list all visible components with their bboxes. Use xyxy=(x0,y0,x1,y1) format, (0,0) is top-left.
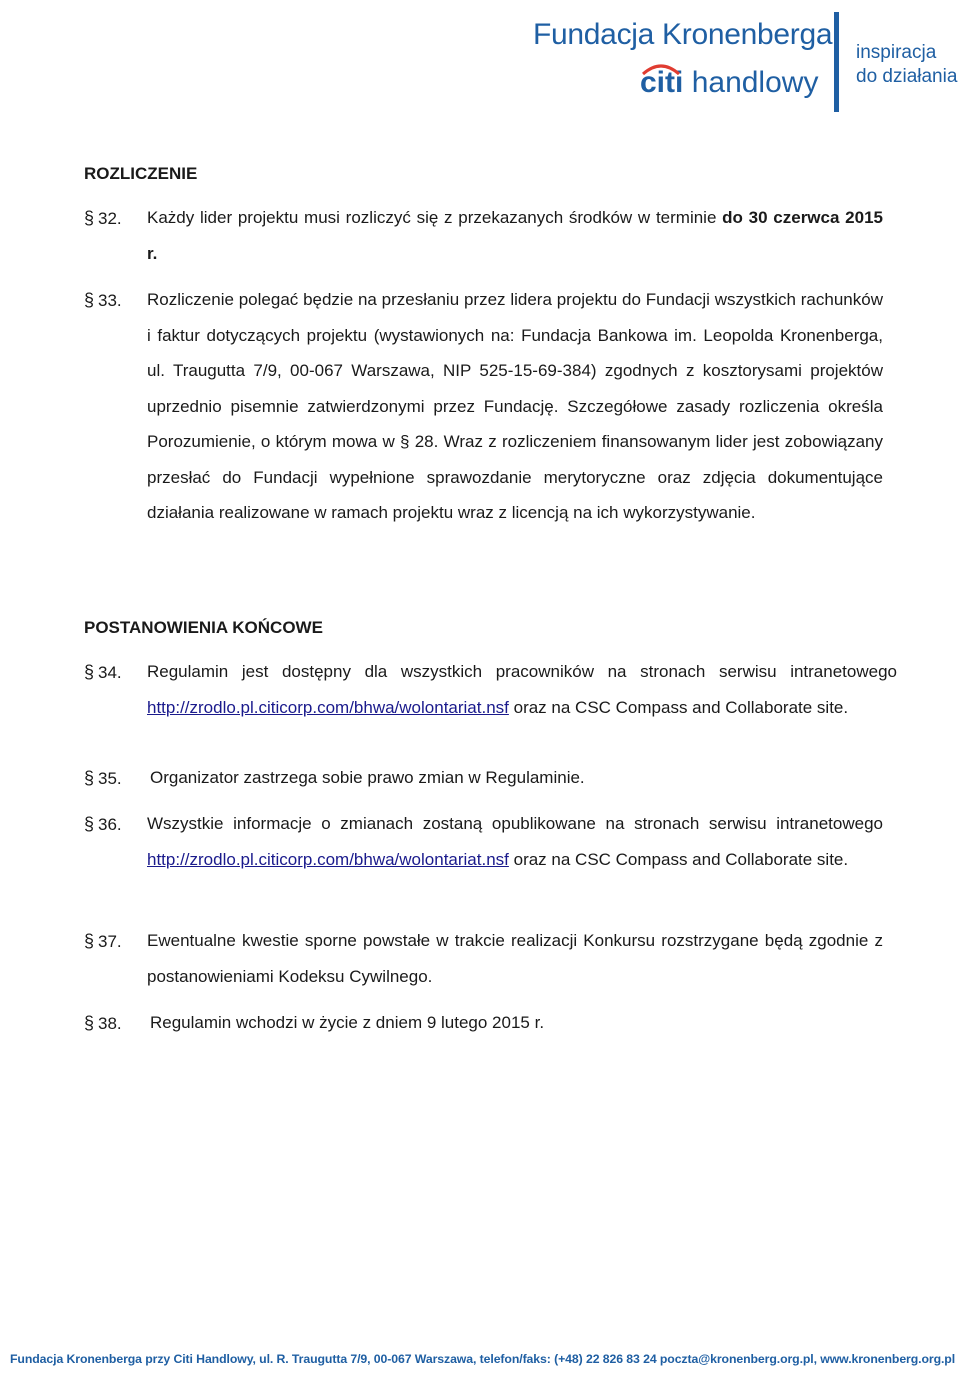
logo-tagline-2: do działania xyxy=(856,66,958,87)
paragraph-text: Organizator zastrzega sobie prawo zmian w Regulaminie. xyxy=(150,768,585,787)
paragraph-text: Rozliczenie polegać będzie na przesłaniu przez lidera projektu do Fundacji wszystkich rachunków i faktur dotyczących projektu (wystawionych na: Fundacja Bankowa im. Leopolda Kronenberga, ul. Traugutta 7/9, 00-067 Warszawa, NIP 525-15-69-384) zgodnych z kosztorysami projektów uprzednio pisemnie zatwierdzonymi przez Fundację. Szczegółowe zasady rozliczenia określa Porozumienie, o którym mowa w § 28. Wraz z rozliczeniem finansowanym lider jest zobowiązany przesłać do Fundacji wypełnione sprawozdanie merytoryczne oraz zdjęcia dokumentujące działania realizowane w ramach projektu wraz z licencją na ich wykorzystywanie. xyxy=(147,290,883,522)
paragraph-number: § 34. xyxy=(84,662,122,682)
logo-handlowy: handlowy xyxy=(683,66,819,99)
section-symbol: § xyxy=(84,290,95,310)
paragraph-text: Regulamin jest dostępny dla wszystkich pracowników na stronach serwisu intranetowego http://zrodlo.pl.citicorp.com/bhwa/wolontariat.nsf oraz na CSC Compass and Collaborate site. xyxy=(147,662,897,717)
paragraph-text: Każdy lider projektu musi rozliczyć się z przekazanych środków w terminie do 30 czerwca 2015 r. xyxy=(147,208,883,263)
paragraph-number: § 32. xyxy=(84,208,122,228)
section-symbol: § xyxy=(84,768,95,788)
citi-arc-icon xyxy=(641,62,681,76)
intranet-link[interactable]: http://zrodlo.pl.citicorp.com/bhwa/wolontariat.nsf xyxy=(147,849,509,869)
paragraph-number: § 36. xyxy=(84,814,122,834)
section-symbol: § xyxy=(84,662,95,682)
section-heading-rozliczenie: ROZLICZENIE xyxy=(84,164,198,183)
paragraph-number: § 33. xyxy=(84,290,122,310)
intranet-link[interactable]: http://zrodlo.pl.citicorp.com/bhwa/wolontariat.nsf xyxy=(147,697,509,717)
paragraph-number: § 37. xyxy=(84,931,122,951)
page-footer: Fundacja Kronenberga przy Citi Handlowy, ul. R. Traugutta 7/9, 00-067 Warszawa, telefon/faks: (+48) 22 826 83 24 poczta@kronenberg.org.pl, www.kronenberg.org.pl xyxy=(10,1352,956,1366)
section-symbol: § xyxy=(84,814,95,834)
header-logo xyxy=(0,6,960,116)
paragraph-text: Wszystkie informacje o zmianach zostaną opublikowane na stronach serwisu intranetowego http://zrodlo.pl.citicorp.com/bhwa/wolontariat.nsf oraz na CSC Compass and Collaborate site. xyxy=(147,814,883,869)
section-heading-koncowe: POSTANOWIENIA KOŃCOWE xyxy=(84,618,323,637)
paragraph-number: § 38. xyxy=(84,1013,122,1033)
logo-citi: citi xyxy=(640,66,684,99)
logo-org-name: Fundacja Kronenberga xyxy=(533,18,833,51)
paragraph-text: Regulamin wchodzi w życie z dniem 9 lutego 2015 r. xyxy=(150,1013,545,1032)
paragraph-text: Ewentualne kwestie sporne powstałe w trakcie realizacji Konkursu rozstrzygane będą zgodnie z postanowieniami Kodeksu Cywilnego. xyxy=(147,931,883,986)
logo-divider xyxy=(834,12,839,112)
section-symbol: § xyxy=(84,931,95,951)
paragraph-number: § 35. xyxy=(84,768,122,788)
logo-tagline-1: inspiracja xyxy=(856,42,937,63)
section-symbol: § xyxy=(84,1013,95,1033)
section-symbol: § xyxy=(84,208,95,228)
deadline-text: do 30 czerwca 2015 r. xyxy=(147,208,883,263)
